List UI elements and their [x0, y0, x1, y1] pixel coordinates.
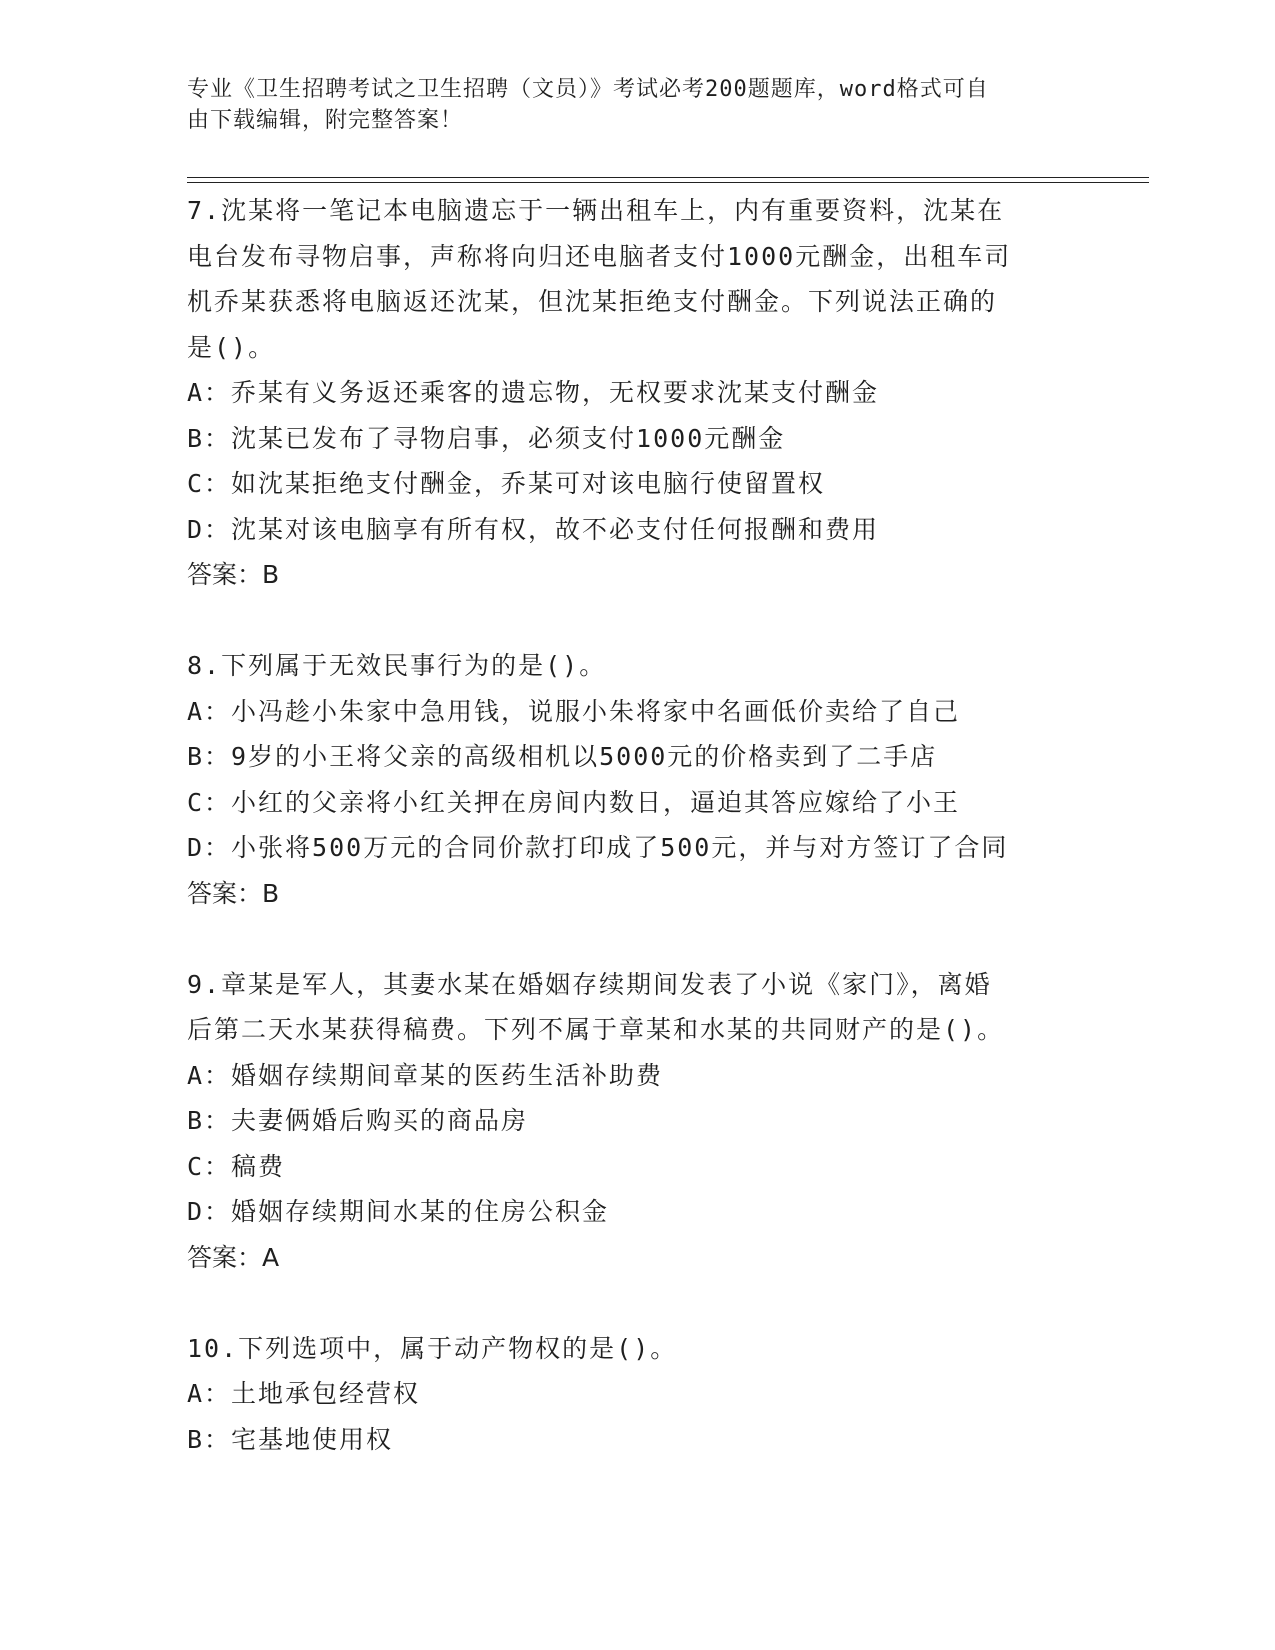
option-b: B：沈某已发布了寻物启事，必须支付1000元酬金 — [187, 423, 786, 453]
question-stem-line: 8.下列属于无效民事行为的是()。 — [187, 651, 607, 680]
option-a: A：婚姻存续期间章某的医药生活补助费 — [187, 1060, 664, 1090]
option-c: C：小红的父亲将小红关押在房间内数日，逼迫其答应嫁给了小王 — [187, 787, 961, 817]
option-d: D：婚姻存续期间水某的住房公积金 — [187, 1197, 610, 1226]
option-c: C：如沈某拒绝支付酬金，乔某可对该电脑行使留置权 — [187, 469, 826, 498]
answer-line: 答案：B — [187, 878, 280, 908]
question-spacer — [187, 598, 1087, 644]
header-divider-top — [187, 177, 1149, 178]
question-stem-line: 是()。 — [187, 332, 276, 362]
option-a: A：小冯趁小朱家中急用钱，说服小朱将家中名画低价卖给了自己 — [187, 696, 961, 726]
question-stem-line: 7.沈某将一笔记本电脑遗忘于一辆出租车上，内有重要资料，沈某在 — [187, 196, 1005, 225]
header-line-2: 由下载编辑，附完整答案！ — [187, 108, 464, 133]
question-stem-line: 机乔某获悉将电脑返还沈某，但沈某拒绝支付酬金。下列说法正确的 — [187, 287, 998, 316]
question-stem-line: 10.下列选项中，属于动产物权的是()。 — [187, 1333, 678, 1363]
option-b: B：夫妻俩婚后购买的商品房 — [187, 1106, 529, 1135]
question-10 — [187, 1326, 1087, 1463]
question-stem-line: 9.章某是军人，其妻水某在婚姻存续期间发表了小说《家门》，离婚 — [187, 969, 992, 999]
question-9 — [187, 962, 1087, 1281]
question-8 — [187, 643, 1087, 916]
header-divider-bottom — [187, 182, 1149, 183]
option-d: D：小张将500万元的合同价款打印成了500元，并与对方签订了合同 — [187, 833, 1009, 862]
option-d: D：沈某对该电脑享有所有权，故不必支付任何报酬和费用 — [187, 514, 880, 544]
header-line-1: 专业《卫生招聘考试之卫生招聘（文员）》考试必考200题题库，word格式可自 — [187, 77, 989, 102]
question-stem-line: 后第二天水某获得稿费。下列不属于章某和水某的共同财产的是()。 — [187, 1015, 1005, 1044]
question-7 — [187, 188, 1087, 598]
question-spacer — [187, 916, 1087, 962]
document-header — [187, 74, 1087, 136]
answer-line: 答案：B — [187, 560, 280, 589]
option-a: A：土地承包经营权 — [187, 1379, 421, 1408]
answer-line: 答案：A — [187, 1242, 280, 1272]
option-c: C：稿费 — [187, 1151, 286, 1181]
option-a: A：乔某有义务返还乘客的遗忘物，无权要求沈某支付酬金 — [187, 378, 880, 407]
question-stem-line: 电台发布寻物启事，声称将向归还电脑者支付1000元酬金，出租车司 — [187, 241, 1012, 271]
option-b: B：9岁的小王将父亲的高级相机以5000元的价格卖到了二手店 — [187, 742, 938, 771]
question-list — [187, 188, 1087, 1462]
question-spacer — [187, 1280, 1087, 1326]
option-b: B：宅基地使用权 — [187, 1424, 394, 1454]
